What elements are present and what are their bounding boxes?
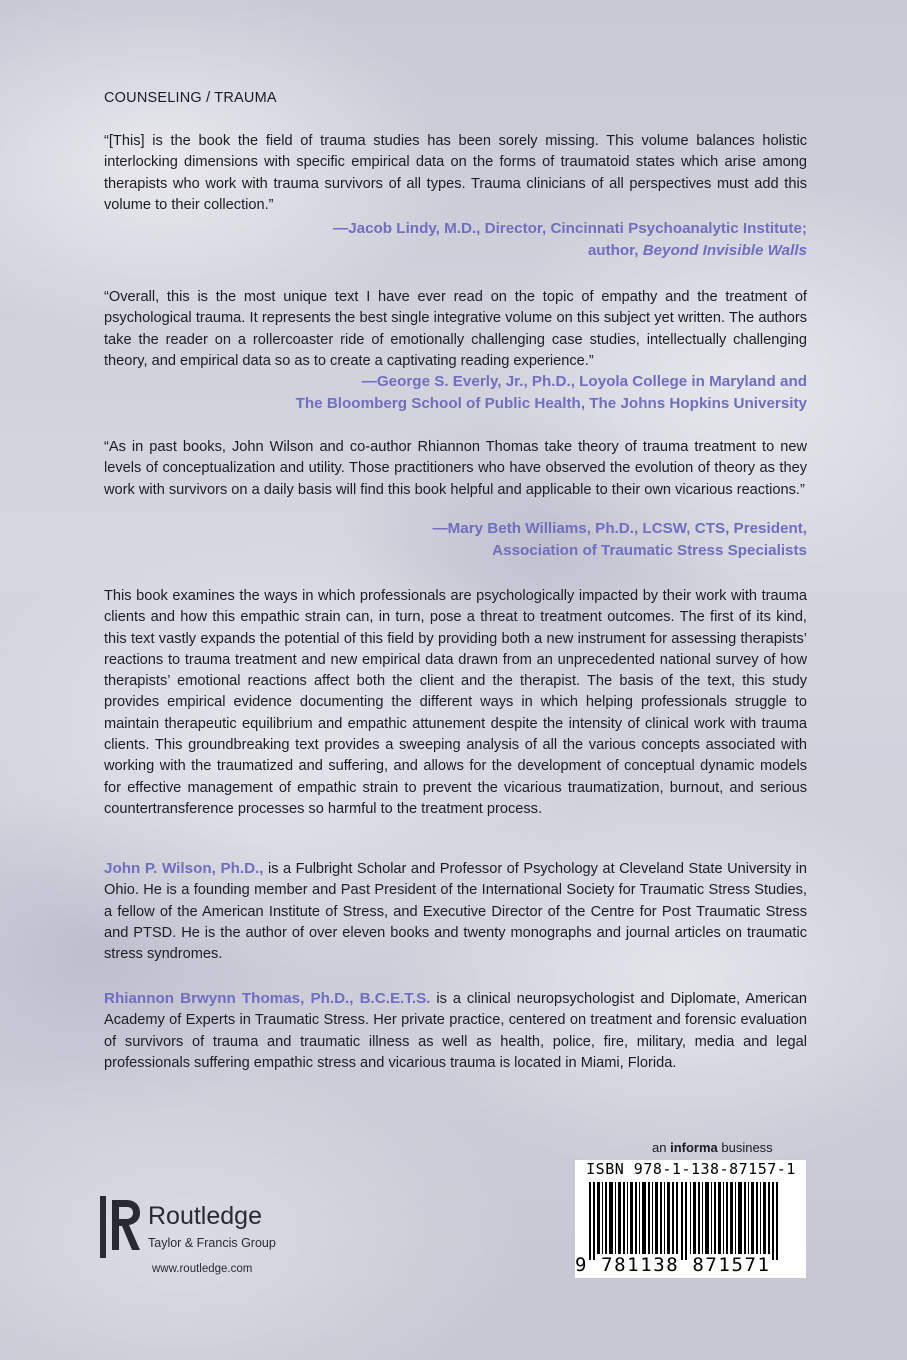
informa-business-tagline xyxy=(652,1140,773,1155)
isbn-label: ISBN 978-1-138-87157-1 xyxy=(586,1160,796,1178)
informa-brand: informa xyxy=(670,1140,718,1155)
author-bio-1 xyxy=(104,858,807,965)
book-description: This book examines the ways in which professionals are psychologically impacted by their work with trauma clients and how this empathic strain can, in turn, pose a threat to treatment outcomes. The first of its kind, this text vastly expands the potential of this field by providing both a new instrument for assessing therapists’ reactions to trauma treatment and new empirical data drawn from an unprecedented national survey of how therapists’ emotional reactions affect both the client and the therapist. The basis of the text, this study provides empirical evidence documenting the different ways in which helping professionals struggle to maintain therapeutic equilibrium and empathic attunement despite the intensity of clinical work with trauma clients. This groundbreaking text provides a sweeping analysis of all the various concepts associated with working with the traumatized and suffering, and allows for the development of conceptual dynamic models for effective management of empathic strain to prevent the vicarious traumatization, burnout, and serious countertransference processes so harmful to the treatment process. xyxy=(104,588,807,817)
author-2-name: Rhiannon Brwynn Thomas, Ph.D., B.C.E.T.S. xyxy=(104,990,431,1007)
review-attribution-1 xyxy=(104,218,807,262)
publisher-group: Taylor & Francis Group xyxy=(148,1236,276,1250)
attribution-2-line-2: The Bloomberg School of Public Health, The Johns Hopkins University xyxy=(295,395,807,412)
review-quote-3: “As in past books, John Wilson and co-author Rhiannon Thomas take theory of trauma treatment to new levels of conceptualization and utility. Those practitioners who have observed the evolution of theory as they work with survivors on a daily basis will find this book helpful and applicable to their own vicarious reactions.” xyxy=(104,439,807,498)
author-1-name: John P. Wilson, Ph.D., xyxy=(104,860,264,877)
attribution-1-line-1: —Jacob Lindy, M.D., Director, Cincinnati Psychoanalytic Institute; xyxy=(333,220,807,237)
review-attribution-3 xyxy=(104,518,807,562)
attribution-1-line-2 xyxy=(104,240,807,262)
attribution-1-book-title: Beyond Invisible Walls xyxy=(642,242,807,259)
publisher-website: www.routledge.com xyxy=(152,1263,253,1275)
author-bio-2 xyxy=(104,988,807,1074)
publisher-name: Routledge xyxy=(148,1202,262,1230)
informa-prefix: an xyxy=(652,1140,671,1155)
attribution-3-line-2: Association of Traumatic Stress Specialists xyxy=(492,542,807,559)
author-2-bio-text: is a clinical neuropsychologist and Diplomate, American Academy of Experts in Traumatic Stress. Her private practice, centered on treatment and forensic evaluation of survivors of trauma and traumatic illness as well as health, police, fire, military, media and legal professionals suffering empathic stress and vicarious trauma is located in Miami, Florida. xyxy=(104,991,807,1071)
attribution-3-line-1: —Mary Beth Williams, Ph.D., LCSW, CTS, President, xyxy=(432,520,807,537)
review-attribution-2 xyxy=(104,371,807,415)
isbn-barcode xyxy=(575,1160,806,1278)
publisher-logo xyxy=(100,1196,330,1260)
review-quote-2: “Overall, this is the most unique text I have ever read on the topic of empathy and the treatment of psychological trauma. It represents the best single integrative volume on this subject yet written. The authors take the reader on a rollercoaster ride of emotionally challenging case studies, intellectually challenging theory, and empirical data so as to create a captivating reading experience.” xyxy=(104,289,807,369)
barcode-digits: 9 781138 871571 xyxy=(575,1254,771,1276)
attribution-1-prefix: author, xyxy=(587,242,643,259)
informa-suffix: business xyxy=(717,1140,773,1155)
routledge-logo-icon xyxy=(100,1196,144,1258)
attribution-2-line-1: —George S. Everly, Jr., Ph.D., Loyola College in Maryland and xyxy=(361,373,807,390)
review-quote-1: “[This] is the book the field of trauma studies has been sorely missing. This volume balances holistic interlocking dimensions with specific empirical data on the forms of traumatoid states which arise among therapists who work with trauma survivors of all types. Trauma clinicians of all perspectives must add this volume to their collection.” xyxy=(104,133,807,213)
author-1-bio-text: is a Fulbright Scholar and Professor of Psychology at Cleveland State University in Ohio. He is a founding member and Past President of the International Society for Traumatic Stress Studies, a fellow of the American Institute of Stress, and Executive Director of the Centre for Post Traumatic Stress and PTSD. He is the author of over eleven books and twenty monographs and journal articles on traumatic stress syndromes. xyxy=(104,861,807,963)
category-label: COUNSELING / TRAUMA xyxy=(104,90,277,106)
